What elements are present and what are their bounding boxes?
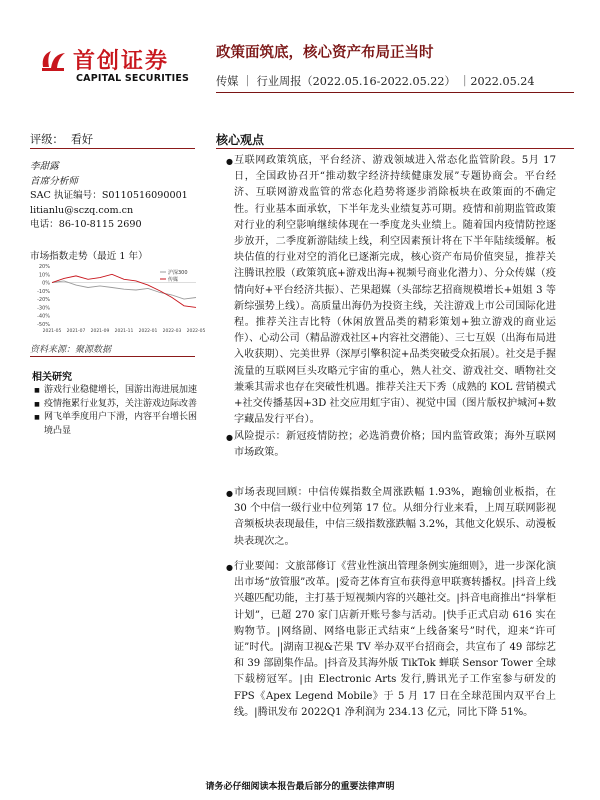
core-paragraph-policy: 互联网政策筑底，平台经济、游戏领域进入常态化监管阶段。5月 17 日，全国政协召开“推动数字经济持续健康发展”专题协商会。平台经济、互联网游戏监管的常态化趋势将逐步消除板块在政策面的不确定性。行业基本面承软，下半年龙头业绩复苏可期。疫情和前期监管政策对行业的利空影响继续体现在一季度龙头业绩上。随着国内疫情防控逐步放开，二季度新游陆续上线，利空因素预计将在下半年陆续缓解。板块估值的行业对空的消化已逐渐完成，核心资产布局价值突显，推荐关注腾讯控股（政策筑底+游戏出海+视频号商业化潜力）、分众传媒（疫情向好+平台经济共振）、芒果超媒（头部综艺招商规模增长+姐姐 3 等新综强势上线）。高质量出海仍为投资主线，关注游戏上市公司国际化进程。推荐关注吉比特（休闲放置品类的精彩策划+独立游戏的商业运作）、心动公司（精品游戏社区+内容社交潜能）、三七互娱（出海布局进入收获期）、完美世界（深厚引擎积淀+品类突破受众拓展）。社交是手握流量的互联网巨头攻略元宇宙的重心，熟人社交、游戏社交、晒物社交兼乘其需求也存在突破性机遇。推荐关注天下秀（成熟的 KOL 营销模式+社交传播基因+3D 社交应用虹宇宙）、视觉中国（图片版权护城河+数字藏品发行平台）。 bbox=[234, 155, 556, 426]
x-tick-label: 2021-11 bbox=[114, 329, 134, 334]
bullet-icon: ■ bbox=[34, 400, 40, 408]
analyst-phone: 电话：86-10-8115 2690 bbox=[30, 219, 142, 230]
analyst-name: 李甜露 bbox=[30, 161, 59, 172]
y-tick-label: -50% bbox=[37, 322, 50, 328]
y-tick-label: 20% bbox=[38, 264, 50, 270]
bullet-icon: ■ bbox=[34, 387, 40, 394]
core-paragraph-market: 市场表现回顾：中信传媒指数全周涨跌幅 1.93%，跑输创业板指，在 30 个中信一级行业中位列第 17 位。从细分行业来看，上周互联网影视音频板块表现最佳，中信三级指数涨跌幅 3.2%，其他文化娱乐、动漫板块表现次之。 bbox=[234, 487, 556, 547]
core-divider bbox=[216, 148, 574, 149]
source-divider bbox=[30, 356, 195, 357]
x-tick-label: 2021-05 bbox=[42, 329, 62, 334]
y-tick-label: 0% bbox=[42, 280, 50, 287]
y-tick-label: -30% bbox=[37, 305, 50, 312]
bullet-icon: ● bbox=[226, 563, 233, 572]
logo-chinese-text: 首创证券 bbox=[73, 49, 170, 74]
market-index-chart bbox=[30, 262, 206, 338]
y-tick-label: -40% bbox=[37, 313, 50, 320]
chart-title: 市场指数走势（最近 1 年） bbox=[30, 251, 148, 262]
list-item[interactable]: ■ 游戏行业稳健增长，国游出海进展加速 bbox=[30, 384, 198, 398]
y-tick-label: -10% bbox=[37, 288, 50, 295]
legend-label: 沪深300 bbox=[168, 270, 188, 276]
y-tick-label: 10% bbox=[38, 272, 50, 279]
x-tick-label: 2022-03 bbox=[162, 329, 182, 334]
header-divider bbox=[216, 92, 574, 93]
rating: 评级： 看好 bbox=[30, 133, 94, 146]
list-item[interactable]: ■ 疫情拖累行业复苏，关注游戏边际改善 bbox=[30, 398, 198, 412]
y-tick-label: -20% bbox=[37, 297, 50, 304]
bullet-icon: ■ bbox=[34, 414, 40, 421]
report-subline: 传媒 ｜ 行业周报（2022.05.16-2022.05.22） ｜2022.05.24 bbox=[216, 75, 535, 88]
footer-disclaimer: 请务必仔细阅读本报告最后部分的重要法律声明 bbox=[205, 782, 395, 792]
analyst-title: 首席分析师 bbox=[30, 175, 78, 187]
sac-number: SAC 执证编号：S0110516090001 bbox=[30, 190, 188, 201]
related-research-title: 相关研究 bbox=[32, 372, 72, 383]
x-tick-label: 2021-07 bbox=[66, 329, 86, 334]
core-paragraph-news: 行业要闻：文旅部修订《营业性演出管理条例实施细则》，进一步深化演出市场“放管服”改革。|爱奇艺体育宣布获得意甲联赛转播权。|抖音上线兴趣匹配功能，主打基于短视频内容的兴趣社交。|抖音电商推出“抖掌柜计划”，已超 270 家门店新开账号参与活动。|快手正式启动 616 实在购物节。|网络剧、网络电影正式结束“上线备案号”时代，迎来“许可证”时代。|湖南卫视&芒果 TV 举办双平台招商会，共宣布了 49 部综艺和 39 部剧集作品。|抖音及其海外版 TikTok 蝉联 Sensor Tower 全球下载榜冠军。|由 Electronic Arts 发行,腾讯光子工作室参与研发的 FPS《Apex Legend Mobile》于 5 月 17 日在全球范围内双平台上线。|腾讯发布 2022Q1 净利润为 234.13 亿元，同比下降 51%。 bbox=[234, 561, 556, 718]
list-item[interactable]: ■ 网飞单季度用户下滑，内容平台增长困境凸显 bbox=[30, 411, 198, 438]
x-tick-label: 2022-05 bbox=[186, 329, 206, 334]
chart-source: 资料来源：聚源数据 bbox=[30, 345, 112, 355]
core-view-heading: 核心观点 bbox=[216, 133, 265, 147]
left-divider bbox=[30, 148, 195, 149]
x-tick-label: 2021-09 bbox=[90, 329, 110, 334]
analyst-email[interactable]: litianlu@sczq.com.cn bbox=[30, 204, 134, 216]
bullet-icon: ● bbox=[226, 433, 233, 442]
rating-value: 看好 bbox=[70, 133, 94, 146]
analyst-info bbox=[30, 160, 188, 233]
bullet-icon: ● bbox=[226, 157, 233, 166]
core-paragraph-risk: 风险提示：新冠疫情防控；必选消费价格；国内监管政策；海外互联网市场政策。 bbox=[234, 431, 556, 459]
capital-securities-logo-icon bbox=[39, 47, 69, 73]
legend-label: 传媒 bbox=[168, 277, 179, 283]
logo-english-text: CAPITAL SECURITIES bbox=[76, 73, 190, 84]
x-tick-label: 2022-01 bbox=[138, 329, 158, 334]
related-research-list bbox=[30, 384, 198, 438]
bullet-icon: ● bbox=[226, 489, 233, 498]
report-title: 政策面筑底，核心资产布局正当时 bbox=[216, 45, 434, 61]
series-line-沪深300 bbox=[52, 281, 196, 299]
